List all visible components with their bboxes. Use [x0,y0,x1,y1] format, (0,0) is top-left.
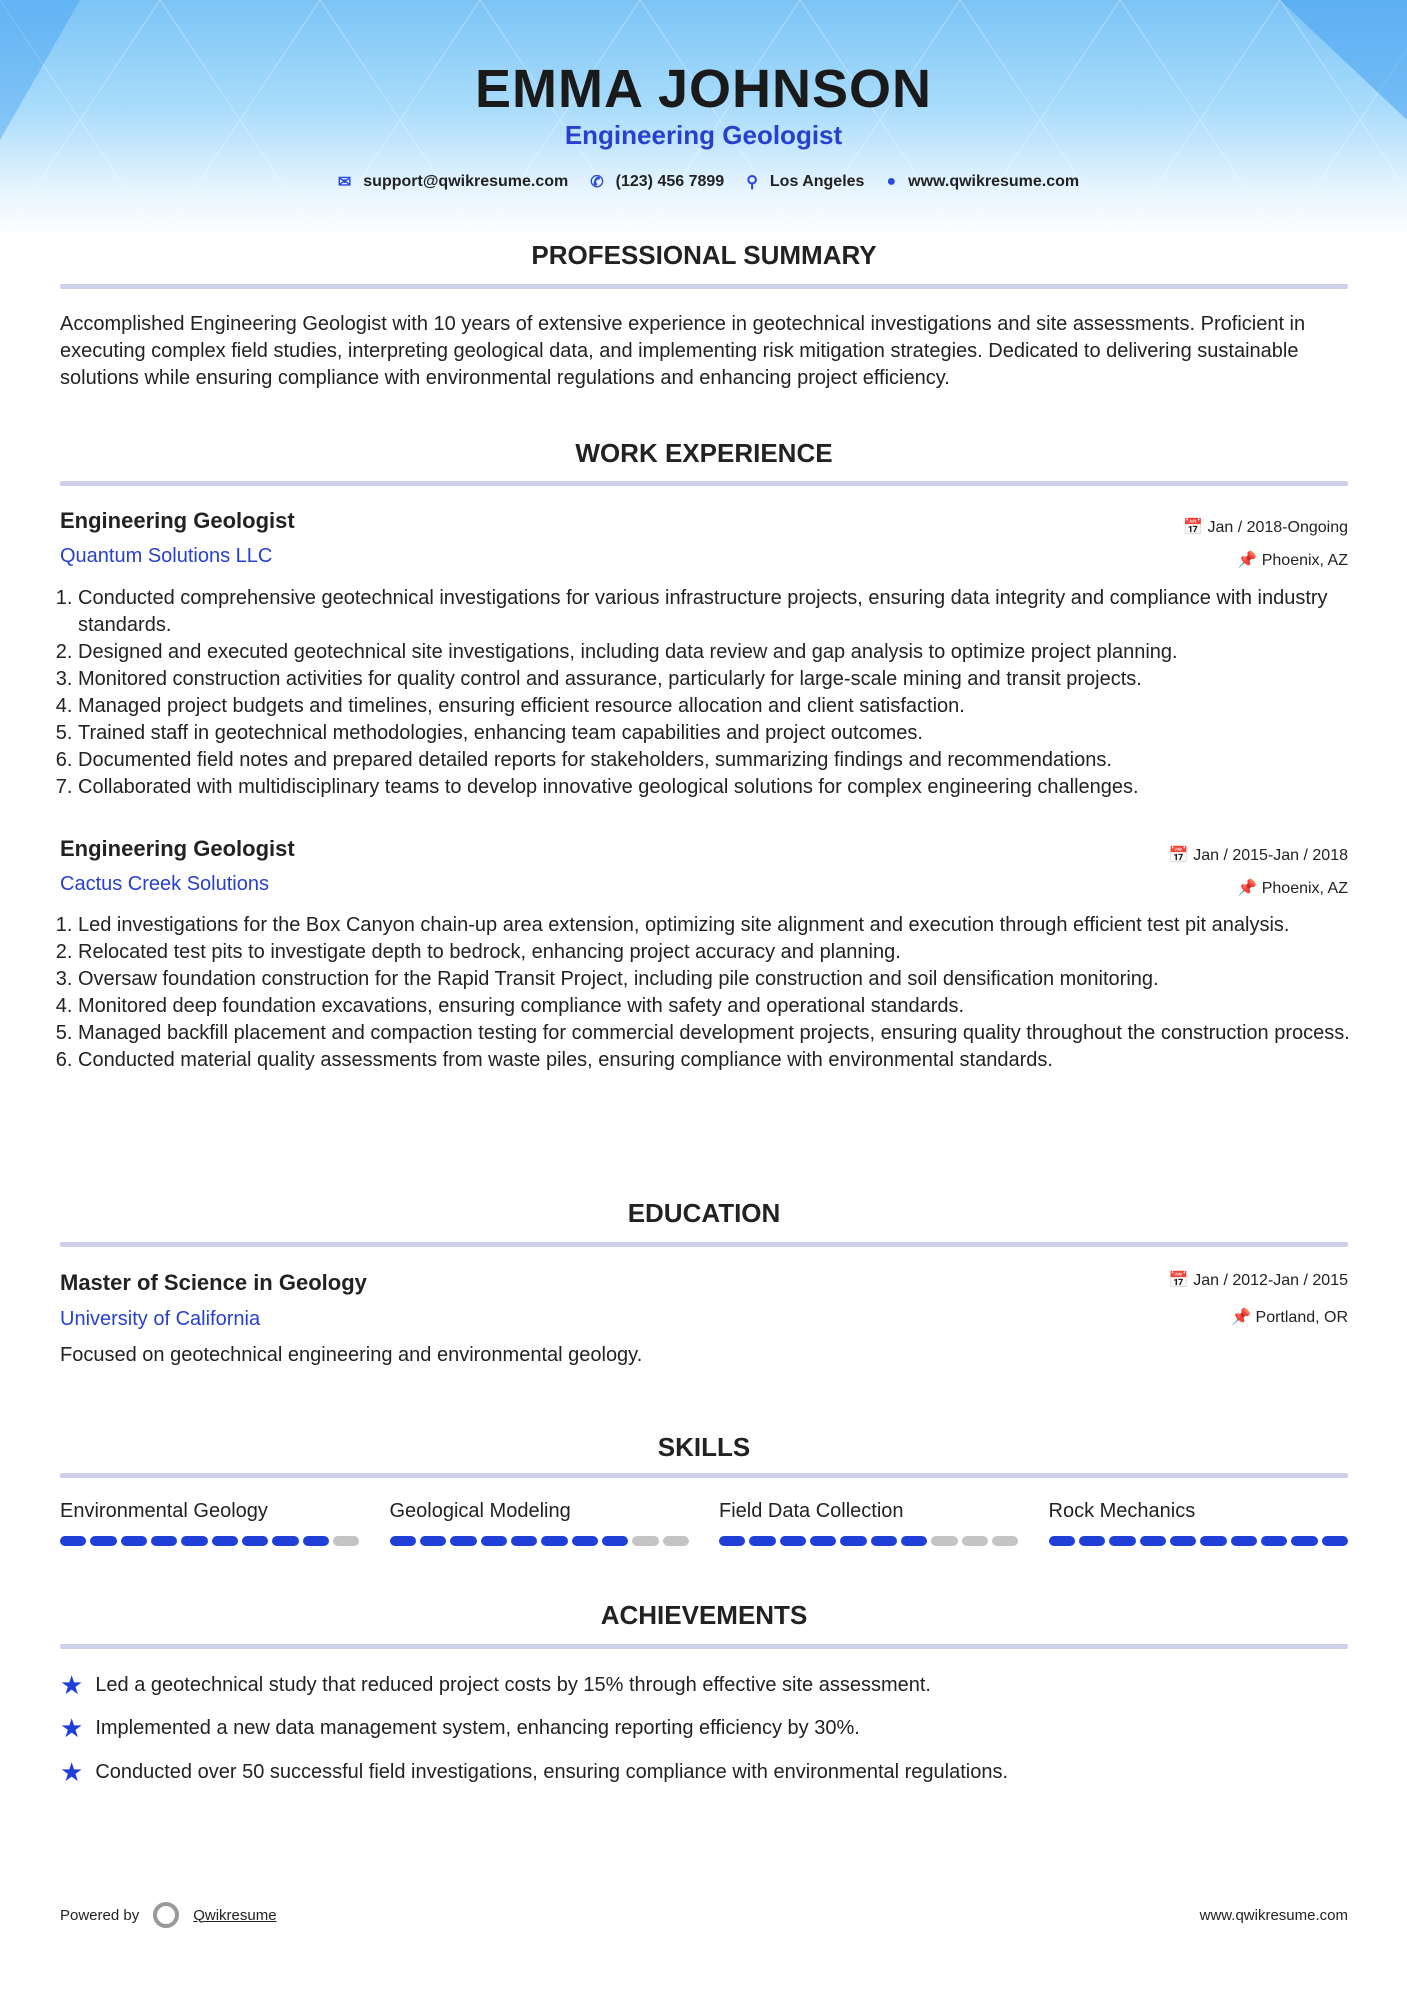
brand-link[interactable]: Qwikresume [193,1906,277,1924]
rating-dot [962,1536,988,1546]
rating-dot [303,1536,329,1546]
rating-dot [420,1536,446,1546]
rating-dot [901,1536,927,1546]
achievement-item: ★ Led a geotechnical study that reduced project costs by 15% through effective site assessment. [60,1670,931,1700]
rating-dot [212,1536,238,1546]
rating-dot [390,1536,416,1546]
globe-icon: ● [886,173,897,190]
divider [60,481,1348,486]
list-item: 4. Managed project budgets and timelines, ensuring efficient resource allocation and client satisfaction. [78,693,1350,720]
contact-phone[interactable]: (123) 456 7899 [615,173,725,190]
list-item: 4. Monitored deep foundation excavations, ensuring compliance with safety and operational standards. [78,993,1350,1020]
contact-website[interactable]: www.qwikresume.com [908,173,1080,190]
rating-dot [1109,1536,1135,1546]
candidate-name: EMMA JOHNSON [474,59,933,119]
job-title: Engineering Geologist [60,836,295,861]
pin-icon: 📌 [1231,1309,1256,1326]
job-title: Engineering Geologist [60,508,295,533]
achievement-item: ★ Implemented a new data management system, enhancing reporting efficiency by 30%. [60,1713,860,1743]
education-location: 📌 Portland, OR [1231,1309,1348,1326]
job-company: Cactus Creek Solutions [60,873,269,895]
list-item: 5. Managed backfill placement and compaction testing for commercial development projects, ensuring quality throughout the construction process. [78,1020,1350,1047]
degree: Master of Science in Geology [60,1270,367,1295]
skill-rating [1049,1536,1349,1546]
list-item: 1. Conducted comprehensive geotechnical investigations for various infrastructure projects, ensuring data integrity and compliance with industry standards. [78,585,1350,639]
skills-heading: SKILLS [657,1432,751,1462]
rating-dot [1261,1536,1287,1546]
rating-dot [151,1536,177,1546]
list-item: 2. Relocated test pits to investigate depth to bedrock, enhancing project accuracy and planning. [78,939,1350,966]
rating-dot [1231,1536,1257,1546]
footer [60,1902,1348,1928]
pin-icon: 📌 [1237,552,1262,569]
rating-dot [511,1536,537,1546]
school: University of California [60,1308,261,1330]
job-company: Quantum Solutions LLC [60,545,273,567]
calendar-icon: 📅 [1183,519,1208,536]
job-location: 📌 Phoenix, AZ [1237,552,1348,569]
rating-dot [1200,1536,1226,1546]
experience-heading: WORK EXPERIENCE [575,438,833,468]
skill-rating [60,1536,360,1546]
rating-dot [1170,1536,1196,1546]
rating-dot [1049,1536,1075,1546]
rating-dot [90,1536,116,1546]
list-item: 7. Collaborated with multidisciplinary teams to develop innovative geological solutions for complex engineering challenges. [78,774,1350,801]
footer-website[interactable]: www.qwikresume.com [1199,1906,1348,1924]
rating-dot [992,1536,1018,1546]
rating-dot [60,1536,86,1546]
rating-dot [181,1536,207,1546]
list-item: 6. Conducted material quality assessments from waste piles, ensuring compliance with environmental standards. [78,1047,1350,1074]
skill-name: Geological Modeling [389,1500,571,1522]
rating-dot [272,1536,298,1546]
education-date: 📅 Jan / 2012-Jan / 2015 [1168,1272,1348,1289]
divider [60,1473,1348,1478]
skill-item [1049,1500,1349,1546]
list-item: 1. Led investigations for the Box Canyon chain-up area extension, optimizing site alignment and execution through efficient test pit analysis. [78,912,1350,939]
rating-dot [1140,1536,1166,1546]
summary-heading: PROFESSIONAL SUMMARY [531,240,877,270]
rating-dot [840,1536,866,1546]
job-date: 📅 Jan / 2015-Jan / 2018 [1168,847,1348,864]
job-bullets [60,912,1350,1074]
rating-dot [810,1536,836,1546]
envelope-icon: ✉ [337,174,352,191]
achievement-item: ★ Conducted over 50 successful field investigations, ensuring compliance with environmental regulations. [60,1757,1009,1787]
rating-dot [931,1536,957,1546]
job-location: 📌 Phoenix, AZ [1237,880,1348,897]
rating-dot [541,1536,567,1546]
phone-icon: ✆ [590,174,604,191]
skill-name: Field Data Collection [719,1500,904,1522]
rating-dot [632,1536,658,1546]
rating-dot [780,1536,806,1546]
contact-email[interactable]: support@qwikresume.com [363,173,569,190]
divider [60,1644,1348,1649]
divider [60,284,1348,289]
summary-text: Accomplished Engineering Geologist with 10 years of extensive experience in geotechnical investigations and site assessments. Proficient in executing complex field studies, interpreting geological data, and implementing risk mitigation strategies. Dedicated to delivering sustainable solutions while ensuring compliance with environmental regulations and enhancing project efficiency. [60,313,1306,389]
rating-dot [663,1536,689,1546]
list-item: 3. Monitored construction activities for quality control and assurance, particularly for large-scale mining and transit projects. [78,666,1350,693]
rating-dot [333,1536,359,1546]
list-item: 5. Trained staff in geotechnical methodologies, enhancing team capabilities and project outcomes. [78,720,1350,747]
rating-dot [481,1536,507,1546]
rating-dot [749,1536,775,1546]
pin-icon: 📌 [1237,880,1262,897]
education-description: Focused on geotechnical engineering and environmental geology. [60,1344,643,1366]
rating-dot [572,1536,598,1546]
skill-name: Environmental Geology [60,1500,268,1522]
skill-item [60,1500,360,1546]
qwikresume-logo-icon [153,1902,179,1928]
skill-rating [390,1536,690,1546]
job-date: 📅 Jan / 2018-Ongoing [1183,519,1348,536]
rating-dot [242,1536,268,1546]
achievements-heading: ACHIEVEMENTS [600,1600,808,1630]
job-bullets [60,585,1350,801]
rating-dot [1079,1536,1105,1546]
list-item: 6. Documented field notes and prepared detailed reports for stakeholders, summarizing findings and recommendations. [78,747,1350,774]
map-pin-icon: ⚲ [746,174,758,191]
skills-list [60,1500,1348,1546]
star-icon: ★ [60,1670,84,1700]
rating-dot [1291,1536,1317,1546]
rating-dot [602,1536,628,1546]
list-item: 2. Designed and executed geotechnical site investigations, including data review and gap analysis to optimize project planning. [78,639,1350,666]
calendar-icon: 📅 [1168,847,1194,864]
skill-name: Rock Mechanics [1048,1500,1196,1522]
contact-location: Los Angeles [769,173,865,190]
star-icon: ★ [60,1713,84,1743]
skill-item [390,1500,690,1546]
contact-bar [0,172,1407,192]
powered-by-label: Powered by [60,1906,140,1924]
rating-dot [871,1536,897,1546]
list-item: 3. Oversaw foundation construction for the Rapid Transit Project, including pile construction and soil densification monitoring. [78,966,1350,993]
skill-item [719,1500,1019,1546]
candidate-title: Engineering Geologist [564,120,843,150]
calendar-icon: 📅 [1168,1272,1194,1289]
rating-dot [121,1536,147,1546]
education-heading: EDUCATION [627,1198,781,1228]
rating-dot [719,1536,745,1546]
skill-rating [719,1536,1019,1546]
divider [60,1242,1348,1247]
rating-dot [1322,1536,1348,1546]
rating-dot [450,1536,476,1546]
star-icon: ★ [60,1757,84,1787]
